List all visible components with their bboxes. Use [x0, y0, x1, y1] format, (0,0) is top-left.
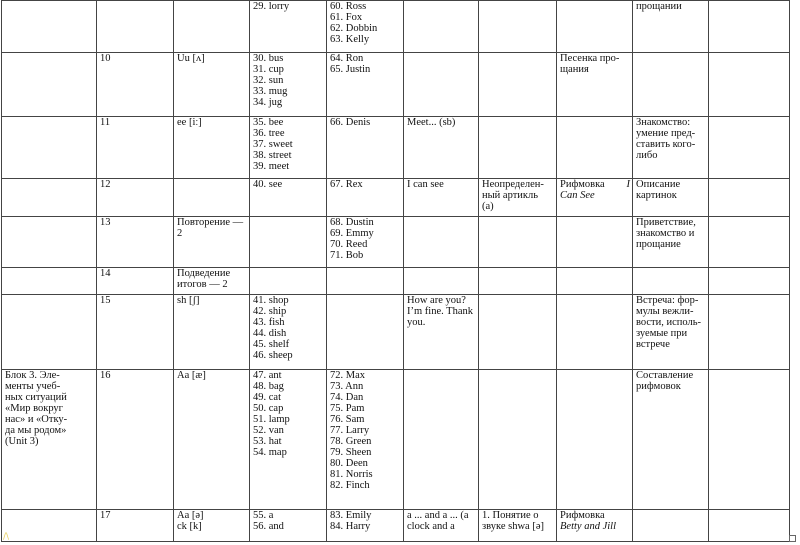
- cell-line: 32. sun: [253, 75, 284, 86]
- cell-line: 81. Norris: [330, 469, 373, 480]
- words-cell: [250, 370, 327, 510]
- cell-line: 63. Kelly: [330, 34, 370, 45]
- extra-cell: [709, 268, 790, 295]
- phrase-cell: [404, 53, 479, 117]
- cell-line: 79. Sheen: [330, 447, 372, 458]
- rhyme-cell: [557, 117, 633, 179]
- cell-line: 36. tree: [253, 128, 285, 139]
- cell-line: 66. Denis: [330, 117, 371, 128]
- speech-cell: [633, 1, 709, 53]
- words-cell: [250, 295, 327, 370]
- phrase-cell: [404, 117, 479, 179]
- cell-line: 77. Larry: [330, 425, 370, 436]
- cell-line: Знакомство:: [636, 117, 691, 128]
- block-cell: [2, 510, 97, 542]
- words-cell: [250, 217, 327, 268]
- cell-line: 37. sweet: [253, 139, 293, 150]
- cell-line: Блок 3. Эле-: [5, 370, 60, 381]
- block-cell: [2, 53, 97, 117]
- phrase-cell: [404, 1, 479, 53]
- lesson-number-cell: 12: [97, 179, 174, 217]
- cell-line: 62. Dobbin: [330, 23, 378, 34]
- cell-line: умение пред-: [636, 128, 696, 139]
- grammar-cell: [479, 268, 557, 295]
- lesson-number-cell: [97, 1, 174, 53]
- grammar-cell: [479, 117, 557, 179]
- cell-line: 42. ship: [253, 306, 287, 317]
- sound-cell: [174, 179, 250, 217]
- extra-cell: [709, 117, 790, 179]
- sound-cell: sh [ʃ]: [174, 295, 250, 370]
- cell-line: 51. lamp: [253, 414, 290, 425]
- names-cell: [327, 370, 404, 510]
- cell-line: 67. Rex: [330, 179, 363, 190]
- sound-cell: ee [iː]: [174, 117, 250, 179]
- cell-line: Aa [ə]: [177, 510, 204, 521]
- table-row: [2, 295, 790, 370]
- speech-cell: [633, 217, 709, 268]
- cell-line: you.: [407, 317, 426, 328]
- lesson-number-cell: 16: [97, 370, 174, 510]
- cell-line: ных ситуаций: [5, 392, 67, 403]
- cell-line: 45. shelf: [253, 339, 290, 350]
- cell-line: Составление: [636, 370, 694, 381]
- cell-line: мулы вежли-: [636, 306, 694, 317]
- rhyme-cell: [557, 510, 633, 542]
- words-cell: [250, 117, 327, 179]
- cell-line: 74. Dan: [330, 392, 364, 403]
- cell-line: 78. Green: [330, 436, 372, 447]
- cell-line: итогов — 2: [177, 279, 228, 290]
- rhyme-cell: [557, 295, 633, 370]
- rhyme-label: Рифмовка: [560, 510, 605, 521]
- cell-line: прощании: [636, 1, 682, 12]
- speech-cell: [633, 370, 709, 510]
- words-cell: [250, 510, 327, 542]
- block-cell: [2, 370, 97, 510]
- cell-line: нас» и «Отку-: [5, 414, 68, 425]
- extra-cell: [709, 370, 790, 510]
- cell-line: 53. hat: [253, 436, 282, 447]
- speech-cell: [633, 53, 709, 117]
- cell-line: 71. Bob: [330, 250, 364, 261]
- extra-cell: [709, 295, 790, 370]
- cell-line: 73. Ann: [330, 381, 364, 392]
- grammar-cell: [479, 370, 557, 510]
- speech-cell: [633, 179, 709, 217]
- block-cell: [2, 179, 97, 217]
- cell-line: Meet... (sb): [407, 117, 456, 128]
- cell-line: 52. van: [253, 425, 284, 436]
- cell-line: «Мир вокруг: [5, 403, 63, 414]
- cell-line: менты учеб-: [5, 381, 61, 392]
- cell-line: (Unit 3): [5, 436, 39, 447]
- rhyme-title-word: I: [626, 179, 630, 190]
- names-cell: [327, 53, 404, 117]
- cell-line: I can see: [407, 179, 444, 190]
- phrase-cell: [404, 179, 479, 217]
- resize-handle[interactable]: [789, 535, 796, 542]
- phrase-cell: [404, 370, 479, 510]
- table-row: [2, 117, 790, 179]
- rhyme-cell: [557, 53, 633, 117]
- sound-cell: [174, 510, 250, 542]
- cell-line: рифмовок: [636, 381, 681, 392]
- cell-line: либо: [636, 150, 658, 161]
- names-cell: [327, 295, 404, 370]
- cell-line: 61. Fox: [330, 12, 363, 23]
- names-cell: [327, 117, 404, 179]
- cell-line: звуке shwa [ə]: [482, 521, 544, 532]
- cell-line: clock and a: [407, 521, 455, 532]
- cell-line: 35. bee: [253, 117, 284, 128]
- speech-cell: [633, 510, 709, 542]
- cell-line: 38. street: [253, 150, 292, 161]
- table-row: [2, 1, 790, 53]
- cell-line: 39. meet: [253, 161, 290, 172]
- extra-cell: [709, 53, 790, 117]
- cell-line: ставить кого-: [636, 139, 696, 150]
- table-row: [2, 53, 790, 117]
- topic-cell: [174, 217, 250, 268]
- speech-cell: [633, 117, 709, 179]
- cell-line: Описание: [636, 179, 681, 190]
- table-row: [2, 370, 790, 510]
- cell-line: 44. dish: [253, 328, 287, 339]
- names-cell: [327, 217, 404, 268]
- rhyme-title: Betty and Jill: [560, 521, 616, 532]
- cell-line: 64. Ron: [330, 53, 364, 64]
- cell-line: Повторение —: [177, 217, 244, 228]
- phrase-cell: [404, 510, 479, 542]
- cell-line: 70. Reed: [330, 239, 368, 250]
- cell-line: 30. bus: [253, 53, 284, 64]
- names-cell: [327, 179, 404, 217]
- lesson-number-cell: 11: [97, 117, 174, 179]
- cell-line: 69. Emmy: [330, 228, 374, 239]
- lesson-number-cell: 10: [97, 53, 174, 117]
- cell-line: 72. Max: [330, 370, 365, 381]
- block-cell: [2, 117, 97, 179]
- grammar-cell: [479, 295, 557, 370]
- page-corner-mark: /\: [3, 532, 10, 542]
- cell-line: Приветствие,: [636, 217, 696, 228]
- block-cell: [2, 1, 97, 53]
- rhyme-cell: [557, 370, 633, 510]
- speech-cell: [633, 295, 709, 370]
- cell-line: a ... and a ... (a: [407, 510, 469, 521]
- grammar-cell: [479, 179, 557, 217]
- cell-line: щания: [560, 64, 589, 75]
- block-cell: [2, 268, 97, 295]
- rhyme-label: Рифмовка: [560, 179, 605, 190]
- cell-line: картинок: [636, 190, 677, 201]
- phrase-cell: [404, 217, 479, 268]
- sound-cell: Uu [ʌ]: [174, 53, 250, 117]
- cell-line: 31. cup: [253, 64, 284, 75]
- cell-line: 84. Harry: [330, 521, 371, 532]
- cell-line: 60. Ross: [330, 1, 367, 12]
- cell-line: 49. cat: [253, 392, 281, 403]
- extra-cell: [709, 217, 790, 268]
- grammar-cell: [479, 510, 557, 542]
- extra-cell: [709, 510, 790, 542]
- words-cell: [250, 53, 327, 117]
- curriculum-table: [1, 0, 790, 542]
- cell-line: 29. lorry: [253, 1, 290, 12]
- cell-line: 33. mug: [253, 86, 288, 97]
- cell-line: 65. Justin: [330, 64, 371, 75]
- cell-line: 83. Emily: [330, 510, 372, 521]
- block-cell: [2, 217, 97, 268]
- cell-line: 43. fish: [253, 317, 285, 328]
- cell-line: ck [k]: [177, 521, 202, 532]
- table-row: [2, 268, 790, 295]
- phrase-cell: [404, 268, 479, 295]
- cell-line: да мы родом»: [5, 425, 67, 436]
- words-cell: [250, 268, 327, 295]
- cell-line: 34. jug: [253, 97, 283, 108]
- cell-line: вости, исполь-: [636, 317, 702, 328]
- rhyme-cell: [557, 217, 633, 268]
- cell-line: 76. Sam: [330, 414, 365, 425]
- block-cell: [2, 295, 97, 370]
- names-cell: [327, 268, 404, 295]
- cell-line: 2: [177, 228, 183, 239]
- topic-cell: [174, 268, 250, 295]
- cell-line: Неопределен-: [482, 179, 544, 190]
- cell-line: ный артикль: [482, 190, 539, 201]
- extra-cell: [709, 179, 790, 217]
- sound-cell: Aa [æ]: [174, 370, 250, 510]
- cell-line: 82. Finch: [330, 480, 370, 491]
- cell-line: Песенка про-: [560, 53, 620, 64]
- rhyme-cell: [557, 1, 633, 53]
- cell-line: 48. bag: [253, 381, 284, 392]
- lesson-number-cell: 13: [97, 217, 174, 268]
- cell-line: зуемые при: [636, 328, 688, 339]
- cell-line: How are you?: [407, 295, 466, 306]
- cell-line: 40. see: [253, 179, 283, 190]
- grammar-cell: [479, 53, 557, 117]
- extra-cell: [709, 1, 790, 53]
- lesson-number-cell: 14: [97, 268, 174, 295]
- rhyme-title: Can See: [560, 190, 595, 201]
- cell-line: 1. Понятие о: [482, 510, 539, 521]
- lesson-number-cell: 15: [97, 295, 174, 370]
- table-row: [2, 510, 790, 542]
- cell-line: 54. map: [253, 447, 287, 458]
- names-cell: [327, 510, 404, 542]
- table-row: [2, 217, 790, 268]
- speech-cell: [633, 268, 709, 295]
- cell-line: знакомство и: [636, 228, 695, 239]
- phrase-cell: [404, 295, 479, 370]
- cell-line: 47. ant: [253, 370, 282, 381]
- cell-line: I’m fine. Thank: [407, 306, 473, 317]
- cell-line: 55. a: [253, 510, 274, 521]
- words-cell: [250, 1, 327, 53]
- cell-line: прощание: [636, 239, 681, 250]
- cell-line: Встреча: фор-: [636, 295, 699, 306]
- names-cell: [327, 1, 404, 53]
- cell-line: 56. and: [253, 521, 284, 532]
- words-cell: [250, 179, 327, 217]
- cell-line: 80. Deen: [330, 458, 368, 469]
- cell-line: 41. shop: [253, 295, 289, 306]
- cell-line: 50. cap: [253, 403, 284, 414]
- table-row: [2, 179, 790, 217]
- grammar-cell: [479, 217, 557, 268]
- cell-line: 75. Pam: [330, 403, 365, 414]
- cell-line: встрече: [636, 339, 670, 350]
- rhyme-cell: [557, 268, 633, 295]
- lesson-number-cell: 17: [97, 510, 174, 542]
- cell-line: (a): [482, 201, 494, 212]
- grammar-cell: [479, 1, 557, 53]
- cell-line: 46. sheep: [253, 350, 293, 361]
- rhyme-cell: [557, 179, 633, 217]
- cell-line: 68. Dustin: [330, 217, 374, 228]
- cell-line: Подведение: [177, 268, 231, 279]
- sound-cell: [174, 1, 250, 53]
